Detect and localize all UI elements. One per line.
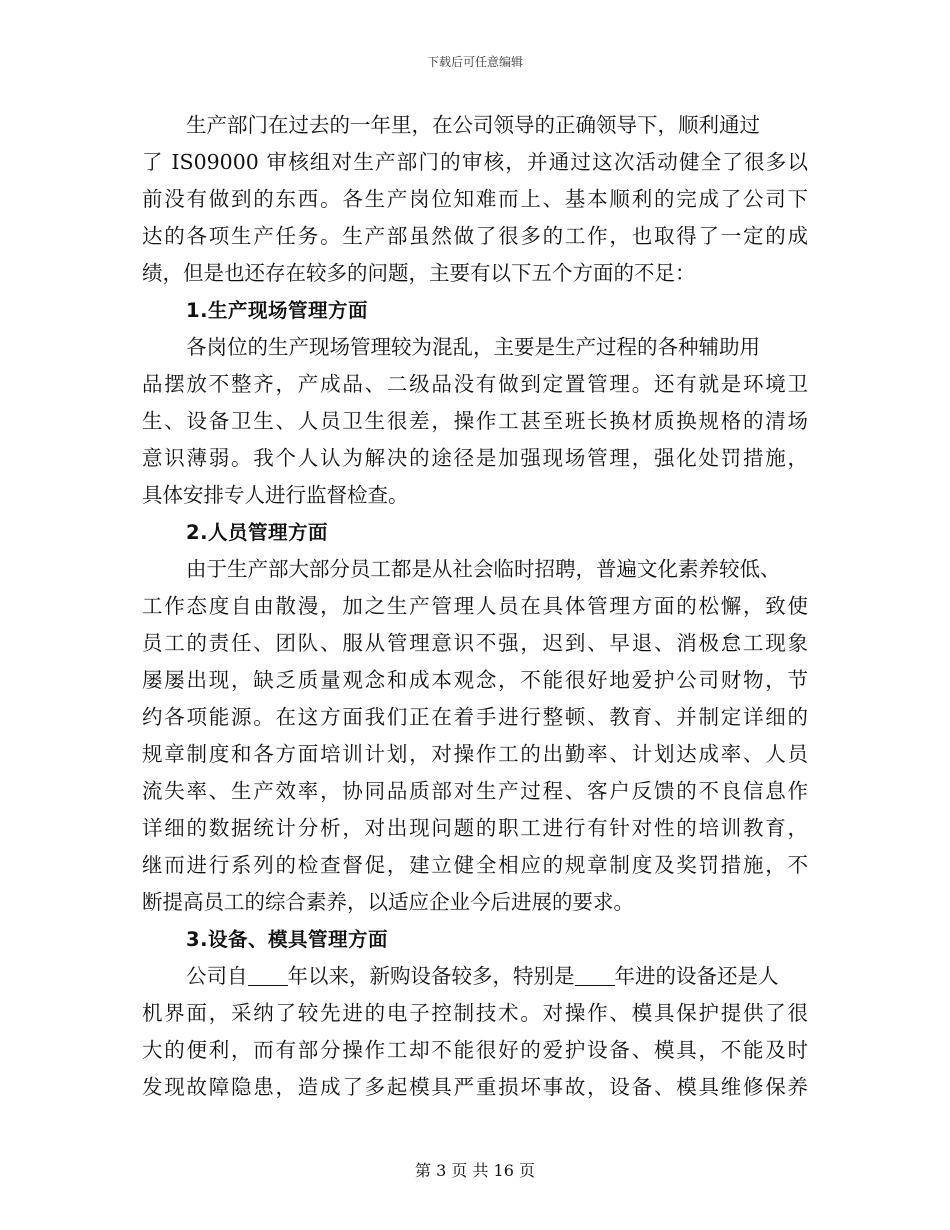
- document-body: [142, 107, 808, 1106]
- paragraph-line: 大的便利，而有部分操作工却不能很好的爱护设备、模具，不能及时: [142, 1038, 808, 1062]
- paragraph-line: 继而进行系列的检查督促，建立健全相应的规章制度及奖罚措施，不: [142, 853, 808, 877]
- paragraph-line: 发现故障隐患，造成了多起模具严重损坏事故，设备、模具维修保养: [142, 1075, 808, 1099]
- paragraph-line-with-blanks: [142, 958, 808, 995]
- paragraph-line: 达的各项生产任务。生产部虽然做了很多的工作，也取得了一定的成: [142, 224, 808, 248]
- fill-in-blank: [248, 965, 288, 986]
- paragraph-line: 了 IS09000 审核组对生产部门的审核，并通过这次活动健全了很多以: [142, 150, 808, 174]
- paragraph-line: 前没有做到的东西。各生产岗位知难而上、基本顺利的完成了公司下: [142, 187, 808, 211]
- paragraph-line: 生、设备卫生、人员卫生很差，操作工甚至班长换材质换规格的清场: [142, 409, 808, 433]
- section-heading-3: 3.设备、模具管理方面: [186, 928, 388, 951]
- paragraph-line: 机界面，采纳了较先进的电子控制技术。对操作、模具保护提供了很: [142, 1001, 808, 1025]
- paragraph-line: 屡屡出现，缺乏质量观念和成本观念，不能很好地爱护公司财物，节: [142, 668, 808, 692]
- paragraph-line: 员工的责任、团队、服从管理意识不强，迟到、早退、消极怠工现象: [142, 631, 808, 655]
- fill-in-blank: [575, 965, 615, 986]
- paragraph-line: 流失率、生产效率，协同品质部对生产过程、客户反馈的不良信息作: [142, 779, 808, 803]
- paragraph-line: 规章制度和各方面培训计划，对操作工的出勤率、计划达成率、人员: [142, 742, 808, 766]
- paragraph-line: 断提高员工的综合素养，以适应企业今后进展的要求。: [142, 890, 634, 914]
- paragraph-line: 各岗位的生产现场管理较为混乱，主要是生产过程的各种辅助用: [186, 335, 760, 359]
- paragraph-line: 约各项能源。在这方面我们正在着手进行整顿、教育、并制定详细的: [142, 705, 808, 729]
- paragraph-line: 绩，但是也还存在较多的问题，主要有以下五个方面的不足：: [142, 261, 696, 285]
- paragraph-line: 生产部门在过去的一年里，在公司领导的正确领导下，顺利通过: [186, 113, 760, 137]
- paragraph-line: 工作态度自由散漫，加之生产管理人员在具体管理方面的松懈，致使: [142, 594, 808, 618]
- line-text-part: 公司自: [186, 964, 248, 988]
- paragraph-line: 由于生产部大部分员工都是从社会临时招聘，普遍文化素养较低、: [186, 557, 781, 581]
- section-heading-2: 2.人员管理方面: [186, 521, 328, 544]
- paragraph-line: 具体安排专人进行监督检查。: [142, 483, 409, 507]
- section-heading-1: 1.生产现场管理方面: [186, 299, 368, 322]
- page-header: 下载后可任意编辑: [426, 55, 523, 69]
- paragraph-line: 品摆放不整齐，产成品、二级品没有做到定置管理。还有就是环境卫: [142, 372, 808, 396]
- page-number: 第 3 页 共 16 页: [415, 1161, 535, 1180]
- line-text-part: 年以来，新购设备较多，特别是: [287, 964, 575, 988]
- paragraph-line: 意识薄弱。我个人认为解决的途径是加强现场管理，强化处罚措施，: [142, 446, 808, 470]
- paragraph-line: 详细的数据统计分析，对出现问题的职工进行有针对性的培训教育，: [142, 816, 808, 840]
- line-text-part: 年进的设备还是人: [614, 964, 779, 988]
